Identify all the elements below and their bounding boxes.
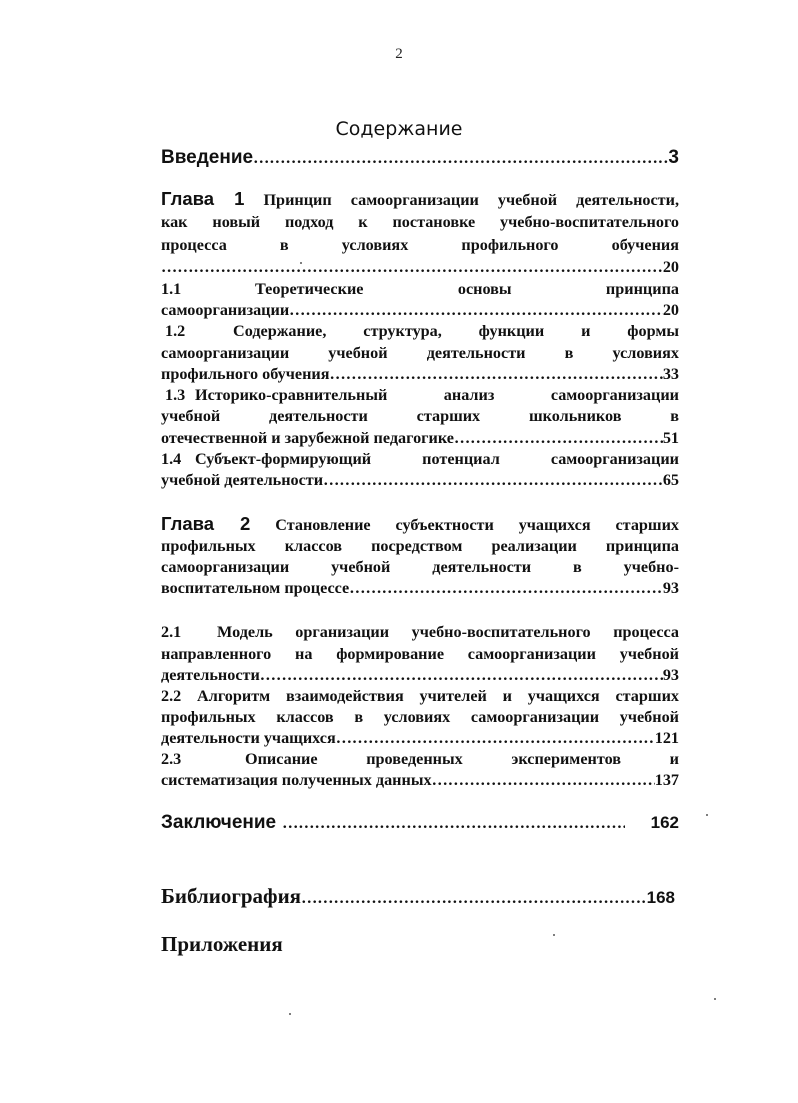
leader-dots xyxy=(276,810,625,836)
section-1-4-title-line-2: учебной деятельности xyxy=(161,471,324,489)
appendices-label: Приложения xyxy=(161,932,283,956)
leader-dots xyxy=(349,577,663,599)
scan-speck xyxy=(553,934,555,936)
section-2-2-page: 121 xyxy=(654,729,679,747)
chapter-2-title-line-4: воспитательном процессе xyxy=(161,579,350,597)
section-1-2-line-1 xyxy=(161,320,679,342)
section-1-2-title-line-2: самоорганизации учебной деятельности в условиях xyxy=(161,344,679,362)
section-2-2-line-3 xyxy=(161,727,679,749)
introduction-label: Введение xyxy=(161,147,254,168)
section-1-2-title-line-3: профильного обучения xyxy=(161,365,330,383)
chapter-2-label: Глава 2 xyxy=(161,513,251,534)
section-2-1-page: 93 xyxy=(662,666,679,684)
leader-dots xyxy=(336,727,655,749)
toc-entry-appendices xyxy=(161,930,679,958)
section-1-3-title-line-1: Историко-сравнительный анализ самоорганизации xyxy=(195,386,679,404)
section-1-3-number: 1.3 xyxy=(165,386,186,404)
leader-dots xyxy=(260,664,663,686)
chapter-2-page: 93 xyxy=(662,579,679,597)
scan-speck xyxy=(706,814,708,816)
section-2-2-line-1 xyxy=(161,685,679,707)
leader-dots xyxy=(289,299,663,321)
section-1-2-line-3 xyxy=(161,363,679,385)
scan-speck xyxy=(714,998,716,1000)
section-2-2-number: 2.2 xyxy=(161,687,182,705)
conclusion-page: 162 xyxy=(650,813,679,832)
chapter-2-title-line-2: профильных классов посредством реализации принципа xyxy=(161,537,679,555)
toc-heading: Содержание xyxy=(335,118,463,140)
introduction-page: 3 xyxy=(668,147,679,168)
section-2-2-title-line-3: деятельности учащихся xyxy=(161,729,336,747)
section-1-1-title-line-2: самоорганизации xyxy=(161,301,290,319)
toc-entry-introduction xyxy=(161,147,679,169)
chapter-1-title-line-3: процесса в условиях профильного обучения xyxy=(161,236,679,254)
leader-dots xyxy=(161,256,663,278)
section-1-4-line-1 xyxy=(161,448,679,470)
scan-speck xyxy=(289,1013,291,1015)
section-2-3-line-2 xyxy=(161,769,679,791)
section-1-4-number: 1.4 xyxy=(161,450,182,468)
section-1-4-title-line-1: Субъект-формирующий потенциал самоорганизации xyxy=(195,450,679,468)
section-2-2-title-line-2: профильных классов в условиях самоорганизации учебной xyxy=(161,708,679,726)
section-2-1-line-1 xyxy=(161,621,679,643)
section-2-3-number: 2.3 xyxy=(161,750,182,768)
section-1-1-number: 1.1 xyxy=(161,280,182,298)
section-1-2-page: 33 xyxy=(662,365,679,383)
section-1-2-number: 1.2 xyxy=(165,322,186,340)
chapter-1-label: Глава 1 xyxy=(161,188,245,209)
toc-entry-conclusion xyxy=(161,810,679,836)
chapter-2-title-line-1: Становление субъектности учащихся старших xyxy=(275,516,680,534)
section-2-2-title-line-1: Алгоритм взаимодействия учителей и учащихся старших xyxy=(197,687,679,705)
section-2-3-title-line-2: систематизация полученных данных xyxy=(161,771,432,789)
section-1-4-line-2 xyxy=(161,469,679,491)
leader-dots xyxy=(323,469,663,491)
bibliography-label: Библиография xyxy=(161,884,302,908)
section-1-3-title-line-2: учебной деятельности старших школьников в xyxy=(161,407,679,425)
conclusion-label: Заключение xyxy=(161,812,277,833)
chapter-1-title-line-2: как новый подход к постановке учебно-воспитательного xyxy=(161,213,679,231)
chapter-1-page: 20 xyxy=(662,258,679,276)
section-2-1-title-line-1: Модель организации учебно-воспитательного процесса xyxy=(217,623,679,641)
section-1-3-line-1 xyxy=(161,384,679,406)
scan-speck xyxy=(300,262,302,264)
section-1-4-page: 65 xyxy=(662,471,679,489)
section-1-1-title-line-1: Теоретические основы принципа xyxy=(255,280,679,298)
page-number: 2 xyxy=(395,46,403,62)
chapter-2-title-line-3: самоорганизации учебной деятельности в учебно- xyxy=(161,558,679,576)
section-2-1-title-line-3: деятельности xyxy=(161,666,260,684)
leader-dots xyxy=(454,427,663,449)
section-1-1-line-2 xyxy=(161,299,679,321)
section-1-3-title-line-3: отечественной и зарубежной педагогике xyxy=(161,429,454,447)
section-2-1-title-line-2: направленного на формирование самоорганизации учебной xyxy=(161,645,679,663)
bibliography-page: 168 xyxy=(646,888,675,907)
leader-dots xyxy=(432,769,655,791)
section-1-1-line-1 xyxy=(161,278,679,300)
section-2-3-page: 137 xyxy=(654,771,679,789)
section-1-3-page: 51 xyxy=(662,429,679,447)
section-1-2-title-line-1: Содержание, структура, функции и формы xyxy=(233,322,679,340)
chapter-1-title-line-1: Принцип самоорганизации учебной деятельности, xyxy=(263,191,679,209)
section-1-3-line-3 xyxy=(161,427,679,449)
section-2-1-number: 2.1 xyxy=(161,623,182,641)
chapter-2-line-4 xyxy=(161,577,679,599)
chapter-1-line-1 xyxy=(161,188,679,210)
section-2-1-line-3 xyxy=(161,664,679,686)
leader-dots xyxy=(330,363,663,385)
section-1-1-page: 20 xyxy=(662,301,679,319)
chapter-2-line-1 xyxy=(161,513,679,535)
leader-dots xyxy=(253,147,668,169)
chapter-1-page-row xyxy=(161,256,679,278)
section-2-3-line-1 xyxy=(161,748,679,770)
toc-entry-bibliography xyxy=(161,882,675,910)
section-2-3-title-line-1: Описание проведенных экспериментов и xyxy=(245,750,679,768)
leader-dots xyxy=(301,884,647,912)
